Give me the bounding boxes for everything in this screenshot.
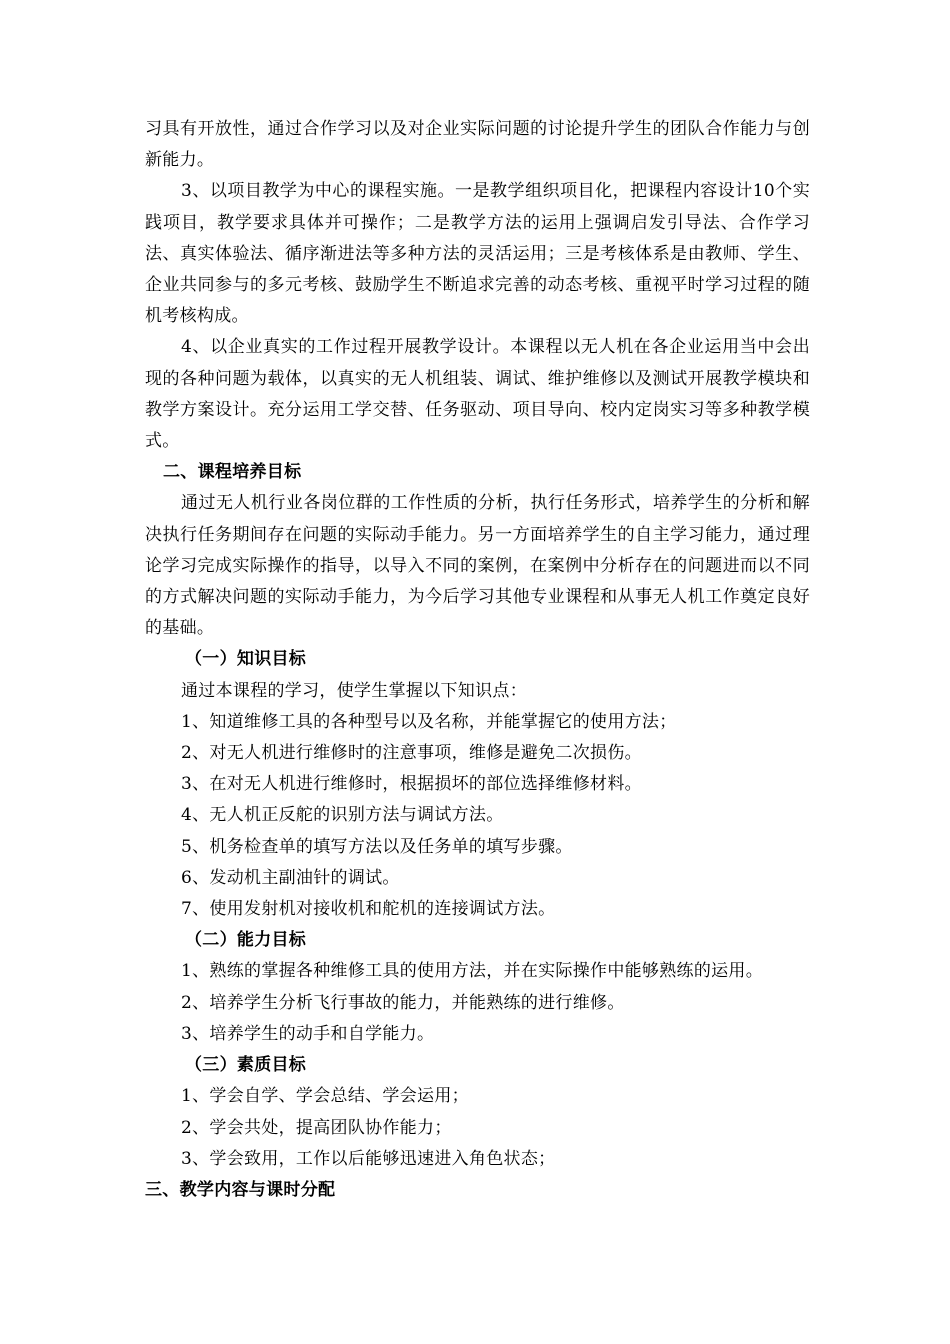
- ability-item: 2、培养学生分析飞行事故的能力，并能熟练的进行维修。: [181, 992, 625, 1013]
- quality-item: 2、学会共处，提高团队协作能力；: [181, 1117, 452, 1138]
- quality-item: 1、学会自学、学会总结、学会运用；: [181, 1086, 469, 1107]
- knowledge-goals-heading: （一）知识目标: [185, 649, 307, 670]
- intro-tail-paragraph: 习具有开放性，通过合作学习以及对企业实际问题的讨论提升学生的团队合作能力与创新能力。: [145, 119, 810, 171]
- knowledge-item: 6、发动机主副油针的调试。: [181, 867, 400, 888]
- knowledge-item: 1、知道维修工具的各种型号以及名称，并能掌握它的使用方法；: [181, 711, 677, 732]
- knowledge-item: 4、无人机正反舵的识别方法与调试方法。: [181, 805, 504, 826]
- knowledge-item: 3、在对无人机进行维修时，根据损坏的部位选择维修材料。: [181, 774, 642, 795]
- ability-goals-heading: （二）能力目标: [185, 930, 307, 951]
- point-4-paragraph: 4、以企业真实的工作过程开展教学设计。本课程以无人机在各企业运用当中会出现的各种问题为载体，以真实的无人机组装、调试、维护维修以及测试开展教学模块和教学方案设计。充分运用工学交替、任务驱动、项目导向、校内定岗实习等多种教学模式。: [145, 337, 810, 452]
- point-3-paragraph: 3、以项目教学为中心的课程实施。一是教学组织项目化，把课程内容设计10个实践项目，教学要求具体并可操作；二是教学方法的运用上强调启发引导法、合作学习法、真实体验法、循序渐进法等多种方法的灵活运用；三是考核体系是由教师、学生、企业共同参与的多元考核、鼓励学生不断追求完善的动态考核、重视平时学习过程的随机考核构成。: [145, 181, 810, 327]
- knowledge-item: 5、机务检查单的填写方法以及任务单的填写步骤。: [181, 836, 573, 857]
- knowledge-goals-lead: 通过本课程的学习，使学生掌握以下知识点：: [181, 680, 527, 701]
- section-3-heading: 三、教学内容与课时分配: [145, 1179, 336, 1200]
- knowledge-item: 2、对无人机进行维修时的注意事项，维修是避免二次损伤。: [181, 743, 642, 764]
- section-2-body: 通过无人机行业各岗位群的工作性质的分析，执行任务形式，培养学生的分析和解决执行任务期间存在问题的实际动手能力。另一方面培养学生的自主学习能力，通过理论学习完成实际操作的指导，以导入不同的案例，在案例中分析存在的问题进而以不同的方式解决问题的实际动手能力，为今后学习其他专业课程和从事无人机工作奠定良好的基础。: [145, 493, 810, 639]
- ability-item: 1、熟练的掌握各种维修工具的使用方法，并在实际操作中能够熟练的运用。: [181, 961, 764, 982]
- ability-item: 3、培养学生的动手和自学能力。: [181, 1023, 435, 1044]
- document-body: [145, 114, 810, 1206]
- knowledge-item: 7、使用发射机对接收机和舵机的连接调试方法。: [181, 899, 556, 920]
- quality-item: 3、学会致用，工作以后能够迅速进入角色状态；: [181, 1148, 556, 1169]
- section-2-heading: 二、课程培养目标: [163, 462, 302, 483]
- quality-goals-heading: （三）素质目标: [185, 1055, 307, 1076]
